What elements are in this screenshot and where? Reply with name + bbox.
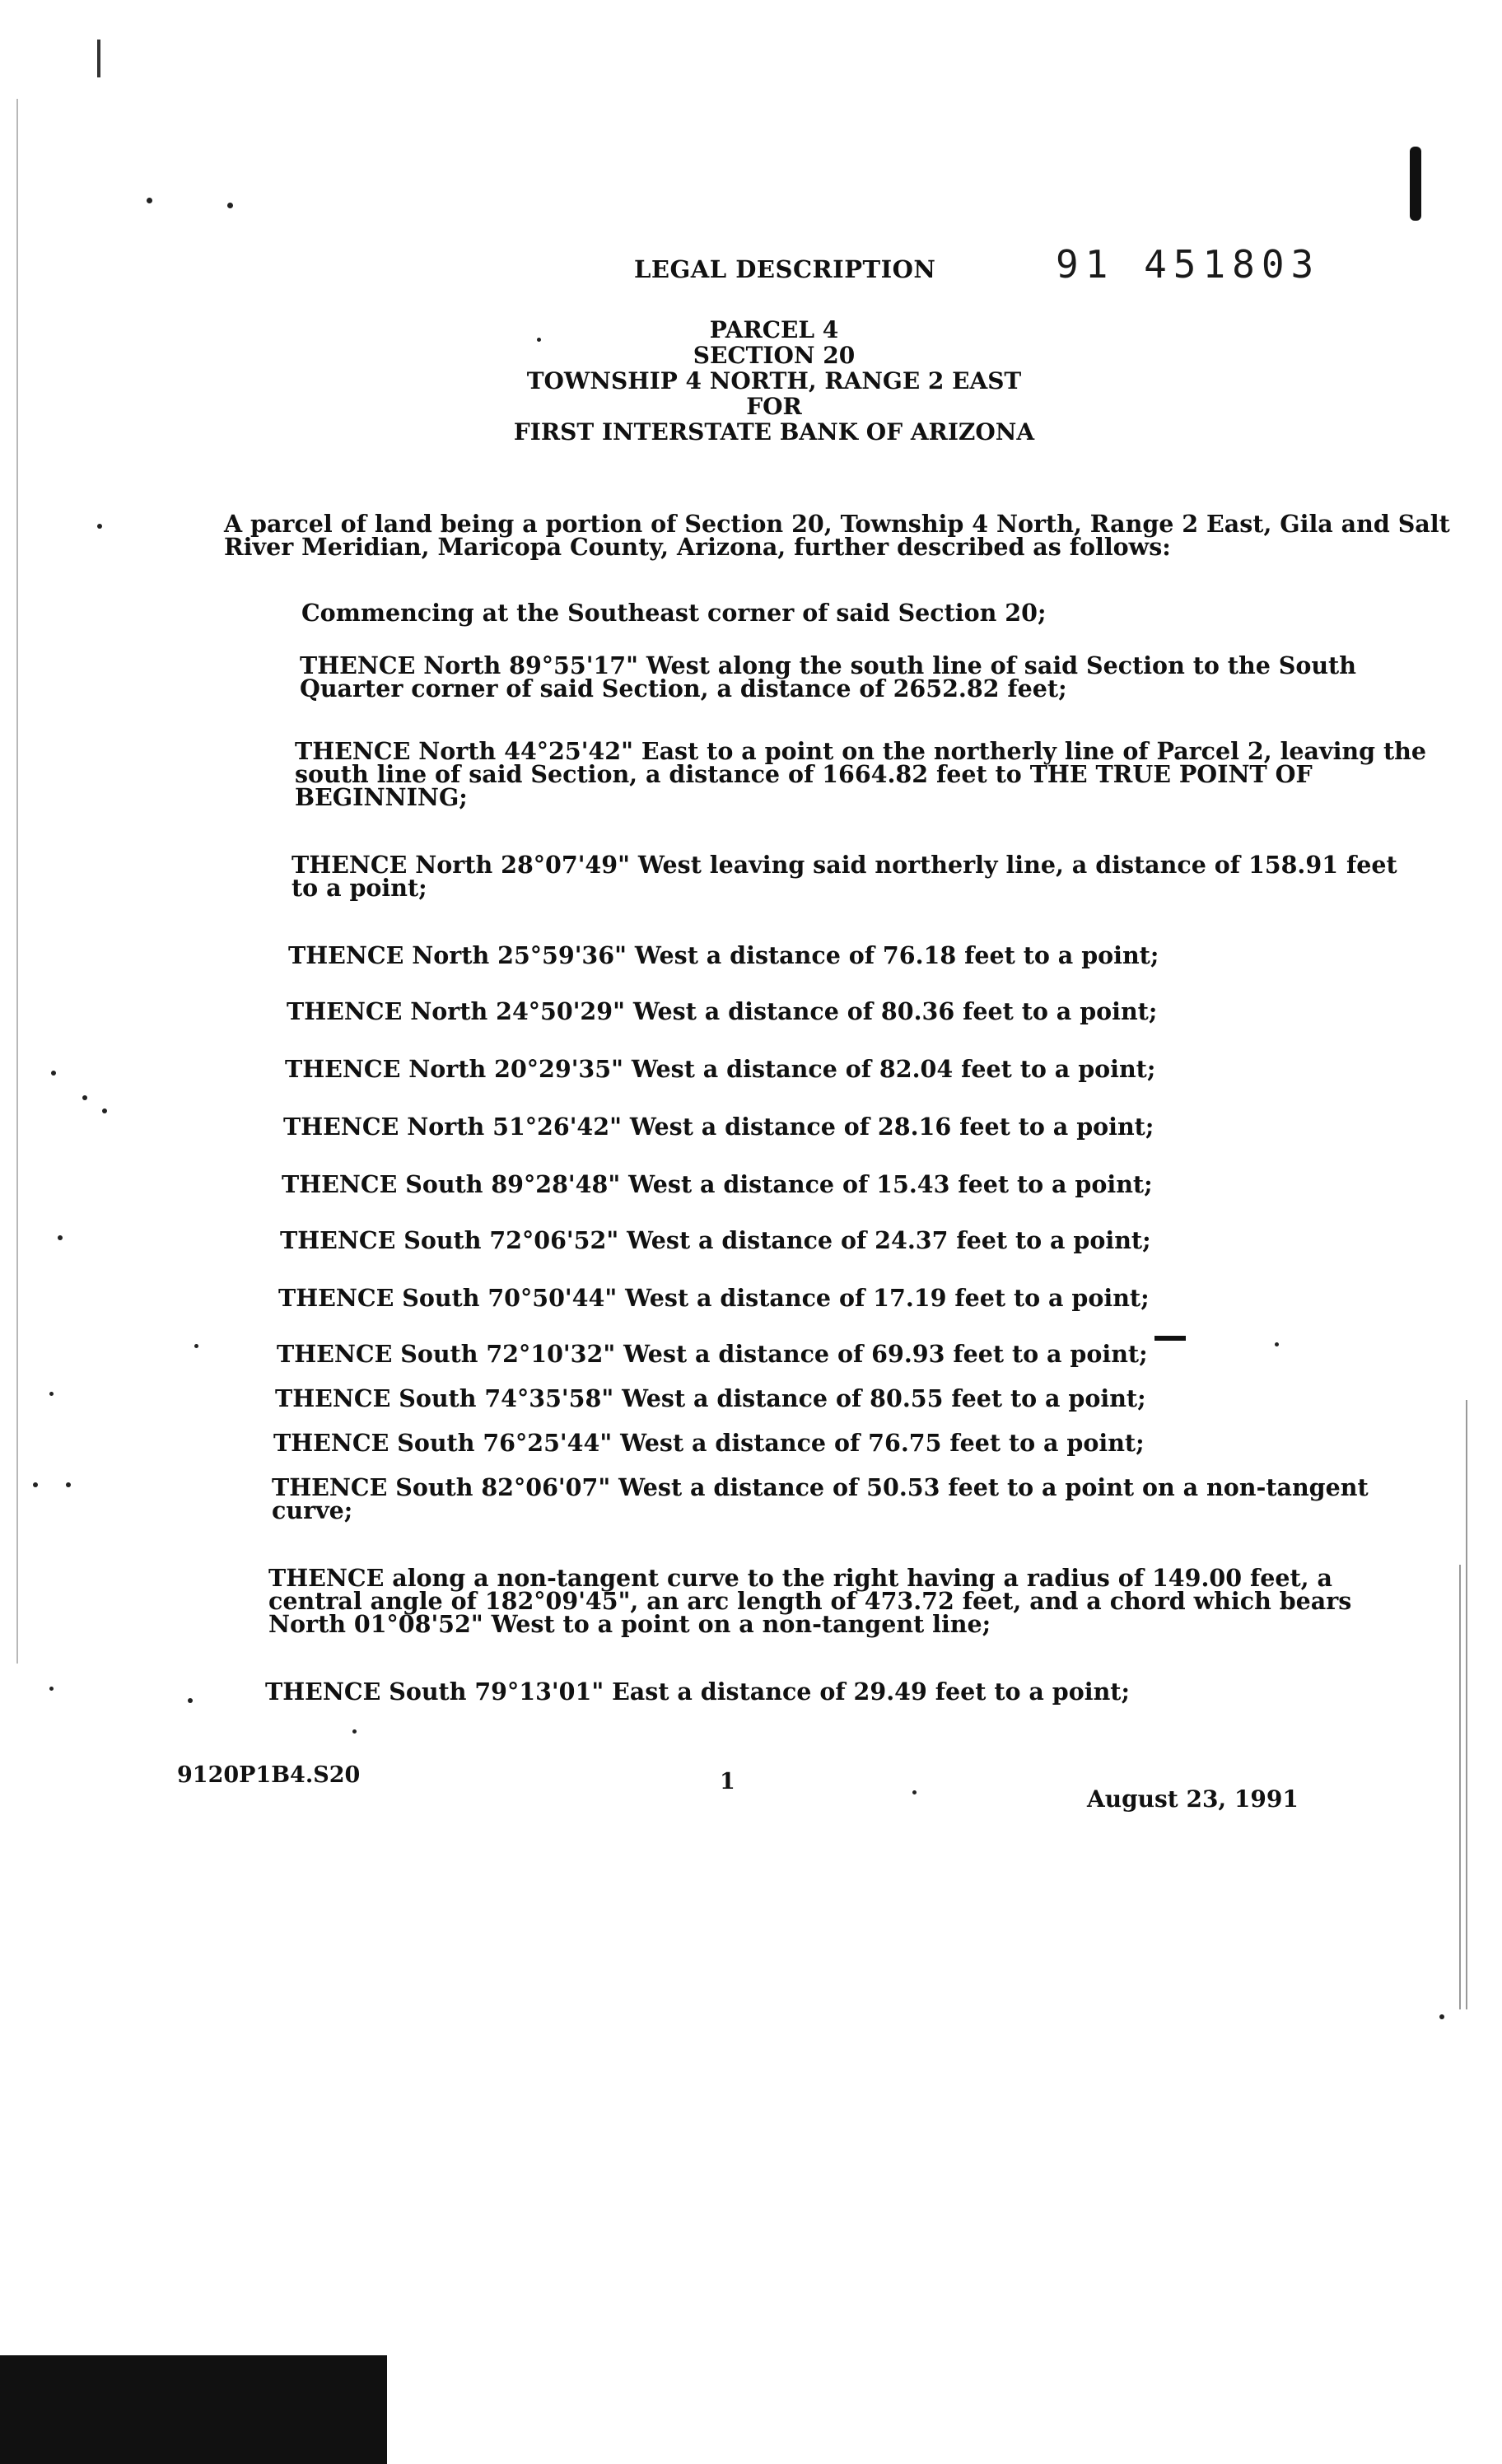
scan-speck <box>912 1790 917 1794</box>
section-label: SECTION 20 <box>693 342 856 369</box>
scan-smudge-bottom-left <box>0 2355 387 2464</box>
document-title: LEGAL DESCRIPTION <box>634 255 936 283</box>
client-name: FIRST INTERSTATE BANK OF ARIZONA <box>513 418 1035 446</box>
township-range-label: TOWNSHIP 4 NORTH, RANGE 2 EAST <box>526 367 1022 394</box>
course-8-line: THENCE South 89°28'48" West a distance of 15.43 feet to a point; <box>282 1170 1153 1198</box>
course-13-line: THENCE South 76°25'44" West a distance of 76.75 feet to a point; <box>273 1429 1145 1457</box>
course-3-line-1: THENCE North 28°07'49" West leaving said northerly line, a distance of 158.91 feet <box>292 851 1397 879</box>
curve-line-3: North 01°08'52" West to a point on a non-tangent line; <box>268 1610 991 1638</box>
parcel-heading <box>461 317 1087 445</box>
intro-line-2: River Meridian, Maricopa County, Arizona, further described as follows: <box>224 533 1171 561</box>
course-12-line: THENCE South 74°35'58" West a distance of 80.55 feet to a point; <box>275 1384 1146 1412</box>
scan-speck <box>352 1729 357 1734</box>
file-reference: 9120P1B4.S20 <box>177 1762 361 1788</box>
scan-speck <box>33 1482 38 1487</box>
course-2-line-2: south line of said Section, a distance of 1664.82 feet to THE TRUE POINT OF <box>295 760 1313 788</box>
scan-speck <box>97 524 102 529</box>
scan-speck <box>194 1344 198 1348</box>
curve-line-2: central angle of 182°09'45", an arc length of 473.72 feet, and a chord which bears <box>268 1587 1352 1615</box>
document-date: August 23, 1991 <box>1087 1785 1299 1813</box>
scan-speck <box>1439 2014 1444 2019</box>
course-15-line: THENCE South 79°13'01" East a distance of 29.49 feet to a point; <box>265 1678 1130 1706</box>
scan-dash-right <box>1154 1336 1186 1341</box>
scan-speck <box>49 1392 54 1396</box>
scan-speck <box>82 1095 87 1100</box>
scan-edge-right-2 <box>1459 1565 1461 2009</box>
parcel-label: PARCEL 4 <box>709 316 839 343</box>
course-9-line: THENCE South 72°06'52" West a distance of 24.37 feet to a point; <box>280 1226 1151 1254</box>
course-10-line: THENCE South 70°50'44" West a distance of 17.19 feet to a point; <box>278 1284 1150 1312</box>
course-11-line: THENCE South 72°10'32" West a distance of 69.93 feet to a point; <box>277 1340 1148 1368</box>
course-7-line: THENCE North 51°26'42" West a distance of 28.16 feet to a point; <box>283 1113 1154 1141</box>
curve-line-1: THENCE along a non-tangent curve to the right having a radius of 149.00 feet, a <box>268 1564 1332 1592</box>
course-1-line-1: THENCE North 89°55'17" West along the south line of said Section to the South <box>300 651 1356 679</box>
scan-speck <box>58 1235 63 1240</box>
scan-edge-left <box>16 99 18 1664</box>
scan-speck <box>147 198 152 203</box>
scan-edge-right <box>1466 1400 1467 2009</box>
scan-mark-top-left <box>97 40 100 77</box>
course-4-line: THENCE North 25°59'36" West a distance of 76.18 feet to a point; <box>288 941 1159 969</box>
page-number: 1 <box>720 1769 735 1794</box>
scan-speck <box>51 1071 56 1076</box>
course-5-line: THENCE North 24°50'29" West a distance of 80.36 feet to a point; <box>287 997 1158 1025</box>
scan-speck <box>49 1687 54 1691</box>
for-label: FOR <box>746 393 802 420</box>
intro-line-1: A parcel of land being a portion of Section 20, Township 4 North, Range 2 East, Gila and Salt <box>224 510 1450 538</box>
commencing-line: Commencing at the Southeast corner of said Section 20; <box>301 599 1047 627</box>
course-14-line-1: THENCE South 82°06'07" West a distance of 50.53 feet to a point on a non-tangent <box>272 1473 1369 1501</box>
scan-speck <box>188 1698 193 1703</box>
course-2-line-3: BEGINNING; <box>295 783 468 811</box>
course-3-line-2: to a point; <box>292 874 427 902</box>
course-14-line-2: curve; <box>272 1496 353 1524</box>
course-1-line-2: Quarter corner of said Section, a distance of 2652.82 feet; <box>300 674 1067 702</box>
scan-speck <box>66 1482 71 1487</box>
recording-number: 91 451803 <box>1056 242 1321 287</box>
scan-smudge-top-right <box>1410 147 1421 221</box>
scan-speck <box>227 203 233 208</box>
course-2-line-1: THENCE North 44°25'42" East to a point on the northerly line of Parcel 2, leaving the <box>295 737 1426 765</box>
scan-speck <box>102 1108 107 1113</box>
course-6-line: THENCE North 20°29'35" West a distance of 82.04 feet to a point; <box>285 1055 1156 1083</box>
scan-speck <box>1275 1342 1279 1346</box>
